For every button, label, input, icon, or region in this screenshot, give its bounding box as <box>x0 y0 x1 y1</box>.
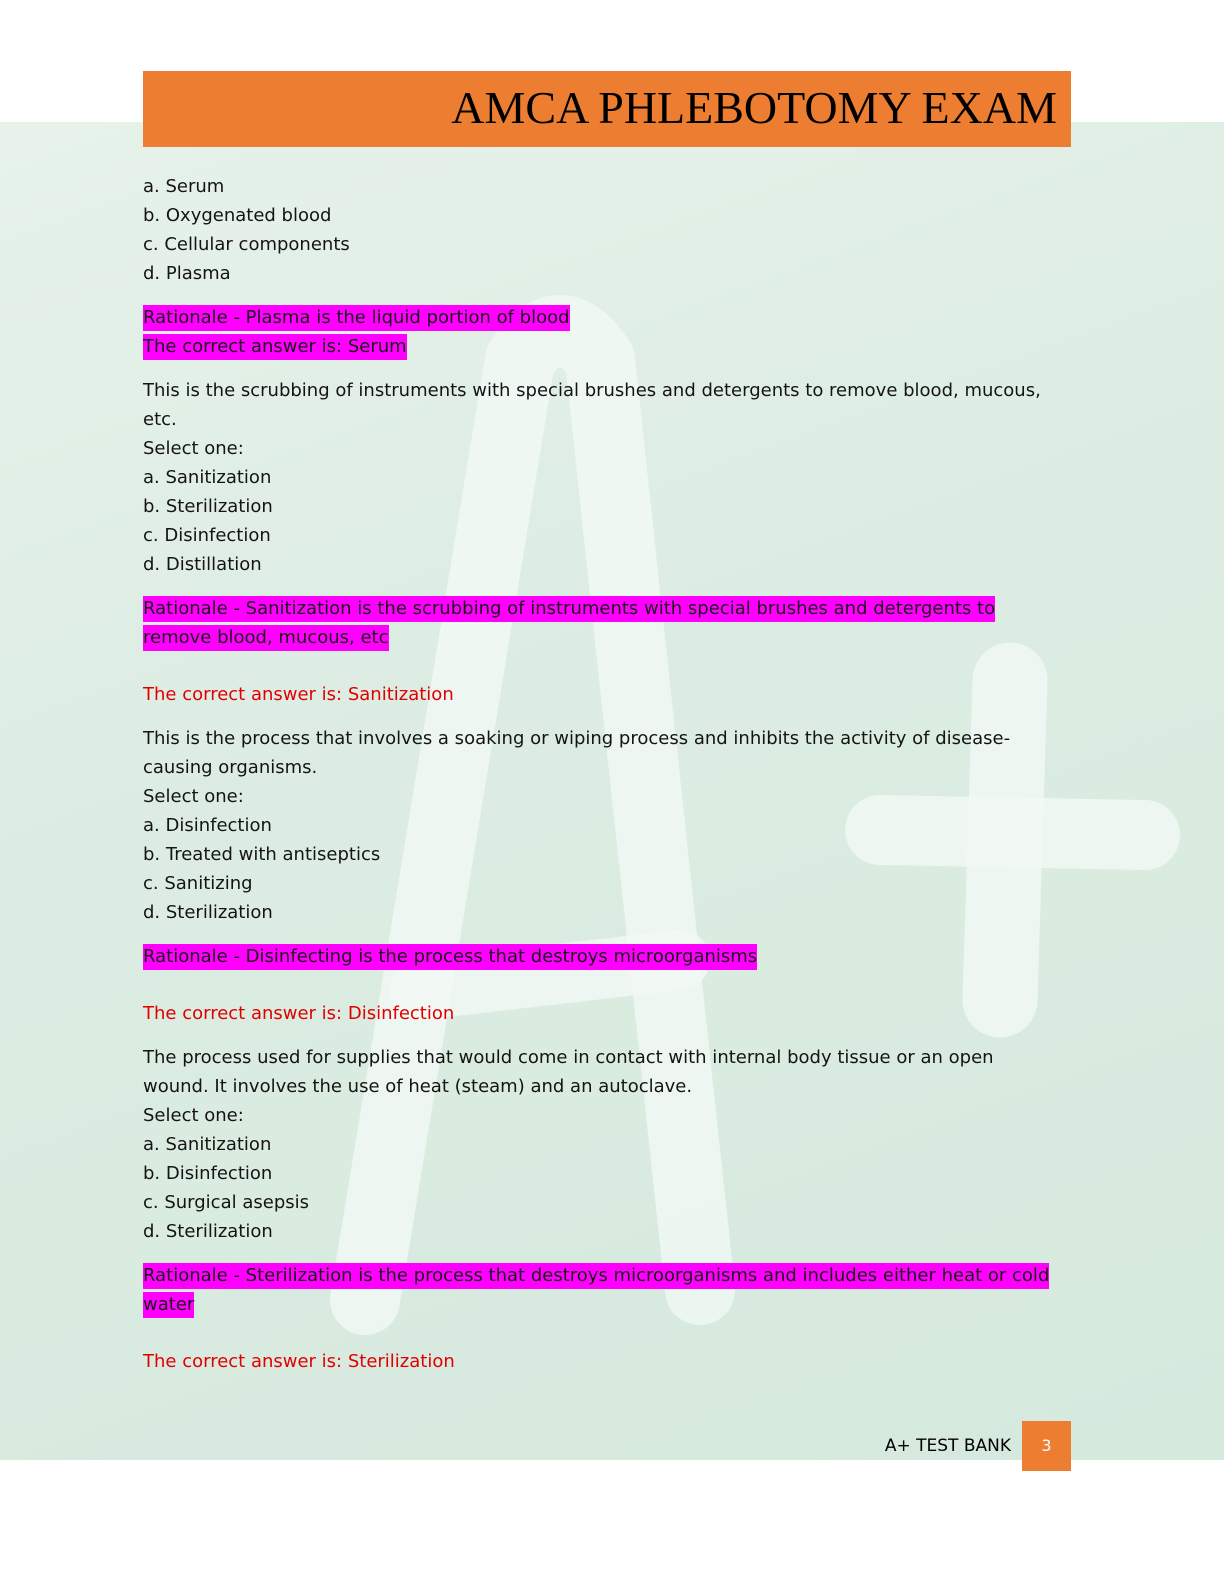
answer-option: d. Plasma <box>143 263 231 284</box>
select-one-label: Select one: <box>143 1105 244 1126</box>
answer-option: a. Serum <box>143 176 225 197</box>
answer-option: c. Disinfection <box>143 525 271 546</box>
rationale-highlight: Rationale - Sterilization is the process that destroys microorganisms and includes either heat or cold <box>143 1263 1049 1289</box>
question-4 <box>143 1043 1071 1376</box>
question-text: causing organisms. <box>143 757 318 778</box>
answer-option: a. Disinfection <box>143 815 272 836</box>
answer-option: c. Cellular components <box>143 234 350 255</box>
page-number: 3 <box>1022 1421 1071 1471</box>
select-one-label: Select one: <box>143 786 244 807</box>
correct-answer: The correct answer is: Sanitization <box>143 684 454 705</box>
question-3 <box>143 724 1071 1028</box>
question-1 <box>143 172 1071 361</box>
correct-answer: The correct answer is: Sterilization <box>143 1351 455 1372</box>
question-text: The process used for supplies that would come in contact with internal body tissue or an open <box>143 1047 994 1068</box>
answer-option: d. Distillation <box>143 554 262 575</box>
answer-option: d. Sterilization <box>143 1221 273 1242</box>
rationale-highlight: Rationale - Sanitization is the scrubbing of instruments with special brushes and detergents to <box>143 596 995 622</box>
answer-option: d. Sterilization <box>143 902 273 923</box>
footer-label: A+ TEST BANK <box>884 1436 1011 1456</box>
question-2 <box>143 376 1071 709</box>
answer-option: b. Treated with antiseptics <box>143 844 381 865</box>
rationale-highlight: water <box>143 1292 194 1318</box>
correct-answer: The correct answer is: Disinfection <box>143 1003 455 1024</box>
answer-option: b. Oxygenated blood <box>143 205 332 226</box>
answer-option: a. Sanitization <box>143 1134 272 1155</box>
rationale-highlight: remove blood, mucous, etc <box>143 625 389 651</box>
exam-content <box>143 172 1071 1376</box>
page-title: AMCA PHLEBOTOMY EXAM <box>451 82 1057 133</box>
rationale-highlight: Rationale - Plasma is the liquid portion of blood <box>143 305 570 331</box>
answer-option: c. Surgical asepsis <box>143 1192 309 1213</box>
answer-option: c. Sanitizing <box>143 873 253 894</box>
answer-option: b. Disinfection <box>143 1163 273 1184</box>
correct-answer-highlight: The correct answer is: Serum <box>143 334 407 360</box>
question-text: This is the process that involves a soaking or wiping process and inhibits the activity of disease- <box>143 728 1011 749</box>
question-text: This is the scrubbing of instruments with special brushes and detergents to remove blood, mucous, <box>143 380 1041 401</box>
answer-option: b. Sterilization <box>143 496 273 517</box>
select-one-label: Select one: <box>143 438 244 459</box>
rationale-highlight: Rationale - Disinfecting is the process that destroys microorganisms <box>143 944 757 970</box>
header-banner <box>143 71 1071 147</box>
answer-option: a. Sanitization <box>143 467 272 488</box>
question-text: etc. <box>143 409 177 430</box>
question-text: wound. It involves the use of heat (steam) and an autoclave. <box>143 1076 693 1097</box>
